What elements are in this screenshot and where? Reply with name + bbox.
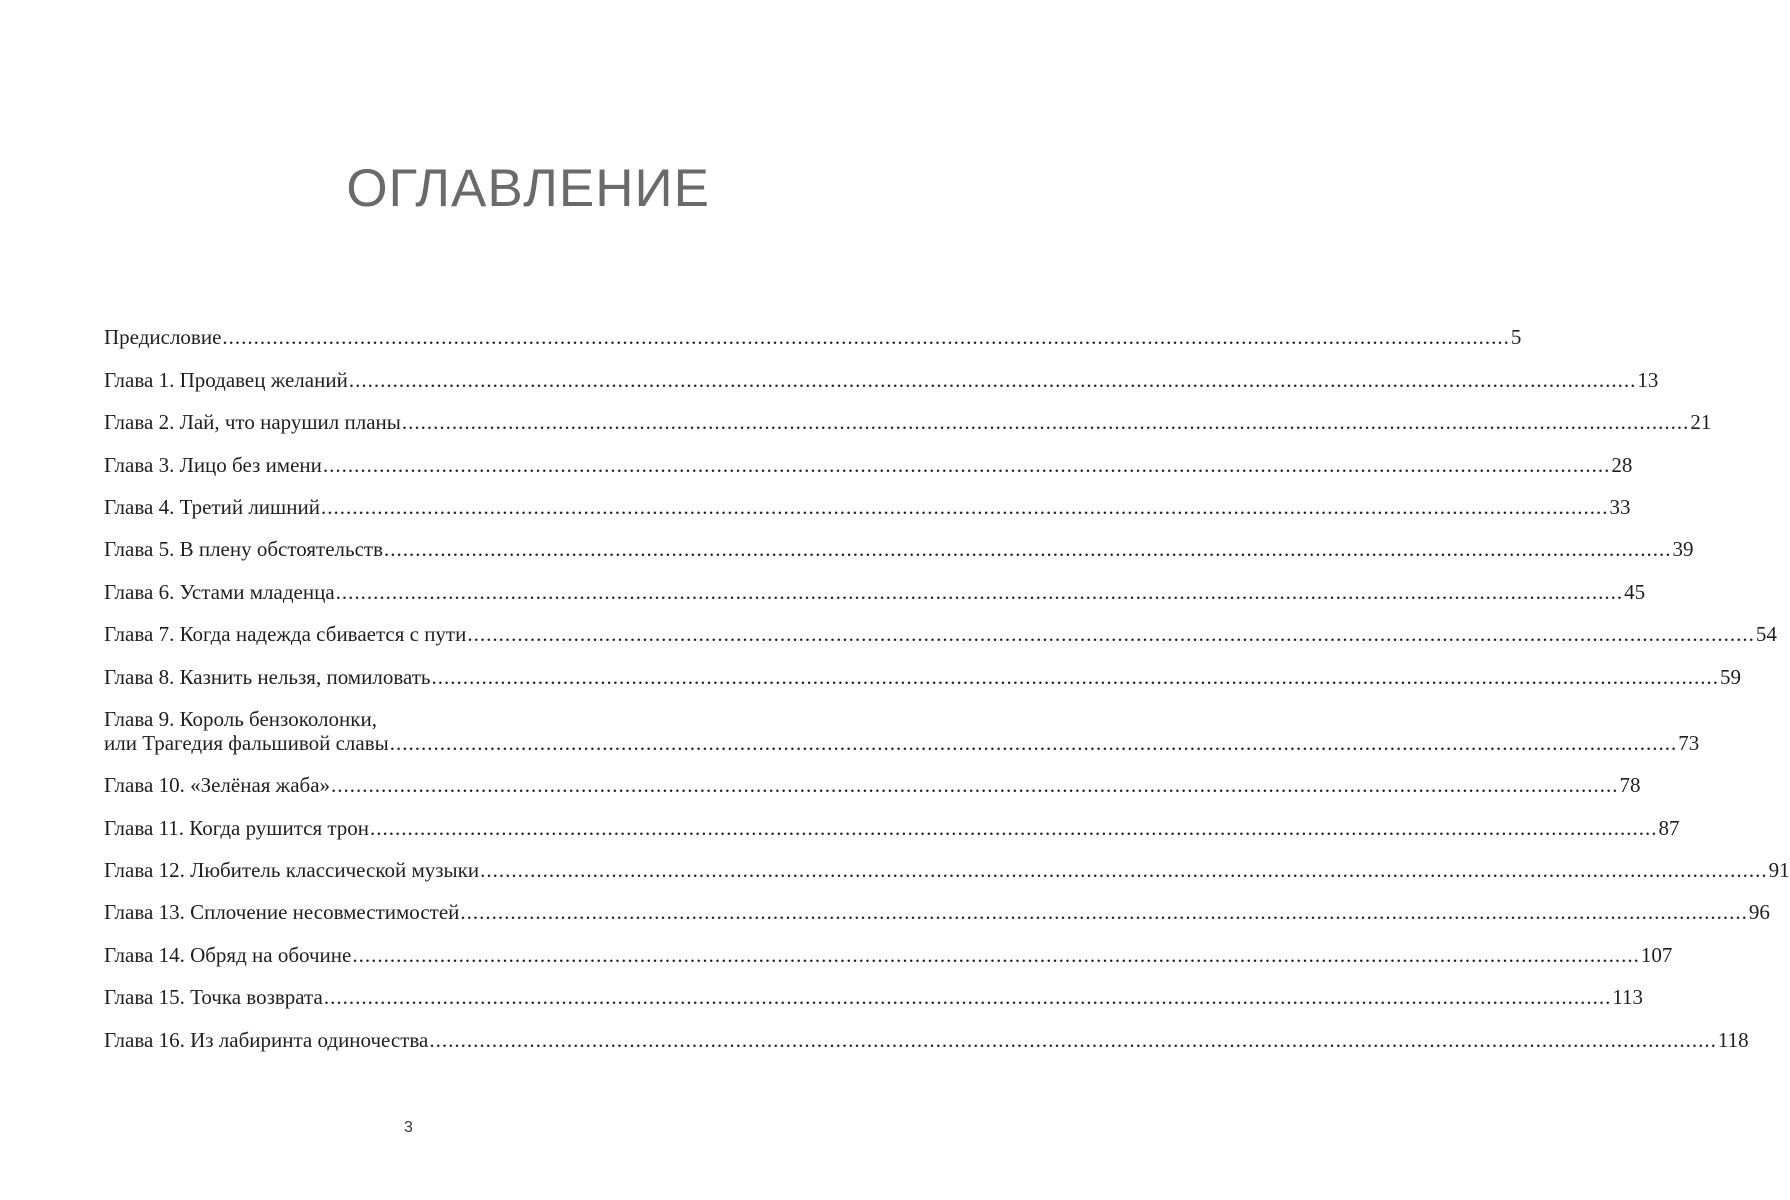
dot-leader — [460, 900, 1748, 924]
toc-entry-chapter-16 — [104, 1009, 1749, 1052]
toc-entry-title: Глава 16. Из лабиринта одиночества — [104, 1027, 429, 1052]
page-title: ОГЛАВЛЕНИЕ — [346, 159, 710, 218]
dot-leader — [467, 622, 1755, 646]
toc-entry-title: Глава 1. Продавец желаний — [104, 367, 348, 392]
toc-entry-chapter-10 — [104, 755, 1641, 798]
toc-entry-chapter-4 — [104, 477, 1631, 519]
toc-entry-page: 28 — [1611, 452, 1633, 477]
toc-entry-page: 87 — [1658, 815, 1680, 840]
dot-leader — [222, 325, 1510, 349]
toc-entry-chapter-8 — [104, 646, 1741, 689]
toc-entry-page: 107 — [1640, 942, 1673, 967]
toc-entry-chapter-5 — [104, 519, 1694, 562]
dot-leader — [349, 368, 1637, 392]
toc-entry-chapter-1 — [104, 349, 1659, 392]
toc-entry-page: 91 — [1768, 858, 1790, 883]
toc-entry-page: 13 — [1637, 367, 1659, 392]
table-of-contents — [104, 307, 1790, 1052]
dot-leader — [331, 773, 1619, 797]
toc-entry-title: Глава 6. Устами младенца — [104, 579, 335, 604]
toc-entry-chapter-6 — [104, 561, 1646, 604]
dot-leader — [324, 985, 1612, 1009]
dot-leader — [336, 580, 1624, 604]
toc-entry-page: 21 — [1690, 410, 1712, 435]
toc-entry-chapter-14 — [104, 924, 1673, 967]
toc-entry-chapter-15 — [104, 967, 1644, 1010]
toc-entry-page: 96 — [1748, 900, 1770, 925]
page-number: 3 — [404, 1119, 413, 1136]
toc-entry-chapter-13 — [104, 882, 1770, 925]
toc-entry-page: 54 — [1755, 622, 1777, 647]
toc-entry-page: 39 — [1672, 537, 1694, 562]
toc-entry-title: Глава 11. Когда рушится трон — [104, 815, 370, 840]
toc-entry-page: 118 — [1717, 1027, 1749, 1052]
toc-entry-page: 73 — [1678, 730, 1700, 755]
dot-leader — [384, 537, 1672, 561]
toc-entry-preface — [104, 307, 1522, 350]
toc-entry-title: Глава 3. Лицо без имени — [104, 452, 322, 477]
toc-entry-chapter-2 — [104, 392, 1712, 435]
toc-entry-title: Глава 5. В плену обстоятельств — [104, 537, 383, 562]
toc-entry-title: Глава 13. Сплочение несовместимостей — [104, 900, 460, 925]
toc-entry-chapter-11 — [104, 797, 1680, 840]
toc-entry-title: Глава 4. Третий лишний — [104, 494, 320, 519]
toc-entry-multiline — [104, 707, 1699, 755]
toc-entry-page: 59 — [1719, 664, 1741, 689]
toc-entry-chapter-3 — [104, 434, 1633, 477]
toc-entry-page: 78 — [1619, 773, 1641, 798]
toc-entry-page: 5 — [1510, 325, 1522, 350]
toc-entry-title: Глава 7. Когда надежда сбивается с пути — [104, 622, 467, 647]
toc-entry-title: Глава 10. «Зелёная жаба» — [104, 773, 331, 798]
toc-entry-page: 33 — [1609, 494, 1631, 519]
toc-entry-chapter-12 — [104, 840, 1790, 883]
dot-leader — [402, 410, 1690, 434]
toc-entry-title: Глава 12. Любитель классической музыки — [104, 858, 480, 883]
toc-entry-second-line — [104, 731, 1699, 755]
toc-entry-title: Глава 2. Лай, что нарушил планы — [104, 410, 401, 435]
dot-leader — [370, 816, 1658, 840]
toc-entry-page: 45 — [1624, 579, 1646, 604]
toc-entry-title: Глава 8. Казнить нельзя, помиловать — [104, 664, 431, 689]
dot-leader — [323, 453, 1611, 477]
toc-entry-title: Глава 14. Обряд на обочине — [104, 942, 352, 967]
toc-entry-subtitle: или Трагедия фальшивой славы — [104, 730, 389, 755]
toc-entry-title: Глава 15. Точка возврата — [104, 985, 323, 1010]
toc-entry-title: Предисловие — [104, 325, 222, 350]
dot-leader — [321, 495, 1609, 519]
toc-entry-page: 113 — [1612, 985, 1644, 1010]
toc-entry-title: Глава 9. Король бензоколонки, — [104, 706, 377, 731]
toc-entry-chapter-7 — [104, 604, 1777, 647]
dot-leader — [431, 665, 1719, 689]
dot-leader — [480, 858, 1768, 882]
dot-leader — [390, 731, 1678, 755]
toc-entry-chapter-9 — [104, 689, 1700, 755]
dot-leader — [429, 1028, 1717, 1052]
dot-leader — [352, 943, 1640, 967]
